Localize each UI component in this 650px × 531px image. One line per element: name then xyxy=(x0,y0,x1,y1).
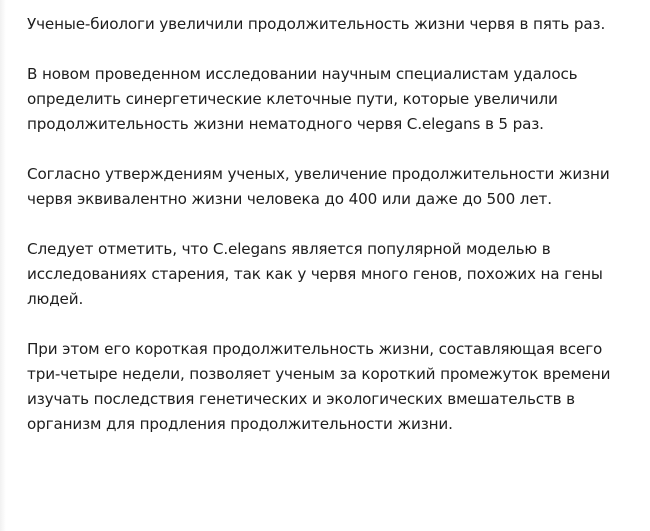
article-paragraph-research: В новом проведенном исследовании научным специалистам удалось определить синергетические клеточные пути, которые увеличили продолжительность жизни нематодного червя C.elegans в 5 раз. xyxy=(27,65,578,133)
article-paragraph-equivalence: Согласно утверждениям ученых, увеличение продолжительности жизни червя эквивалентно жизни человека до 400 или даже до 500 лет. xyxy=(27,165,610,208)
article-paragraph-headline: Ученые-биологи увеличили продолжительность жизни червя в пять раз. xyxy=(27,15,606,33)
page-edge-shadow xyxy=(0,0,6,531)
article-paragraph-model: Следует отметить, что C.elegans является популярной моделью в исследованиях старения, так как у червя много генов, похожих на гены людей. xyxy=(27,240,603,308)
article-body xyxy=(27,12,627,437)
article-paragraph-lifespan: При этом его короткая продолжительность жизни, составляющая всего три-четыре недели, позволяет ученым за короткий промежуток времени изучать последствия генетических и экологических вмешательств в организм для продления продолжительности жизни. xyxy=(27,340,611,433)
